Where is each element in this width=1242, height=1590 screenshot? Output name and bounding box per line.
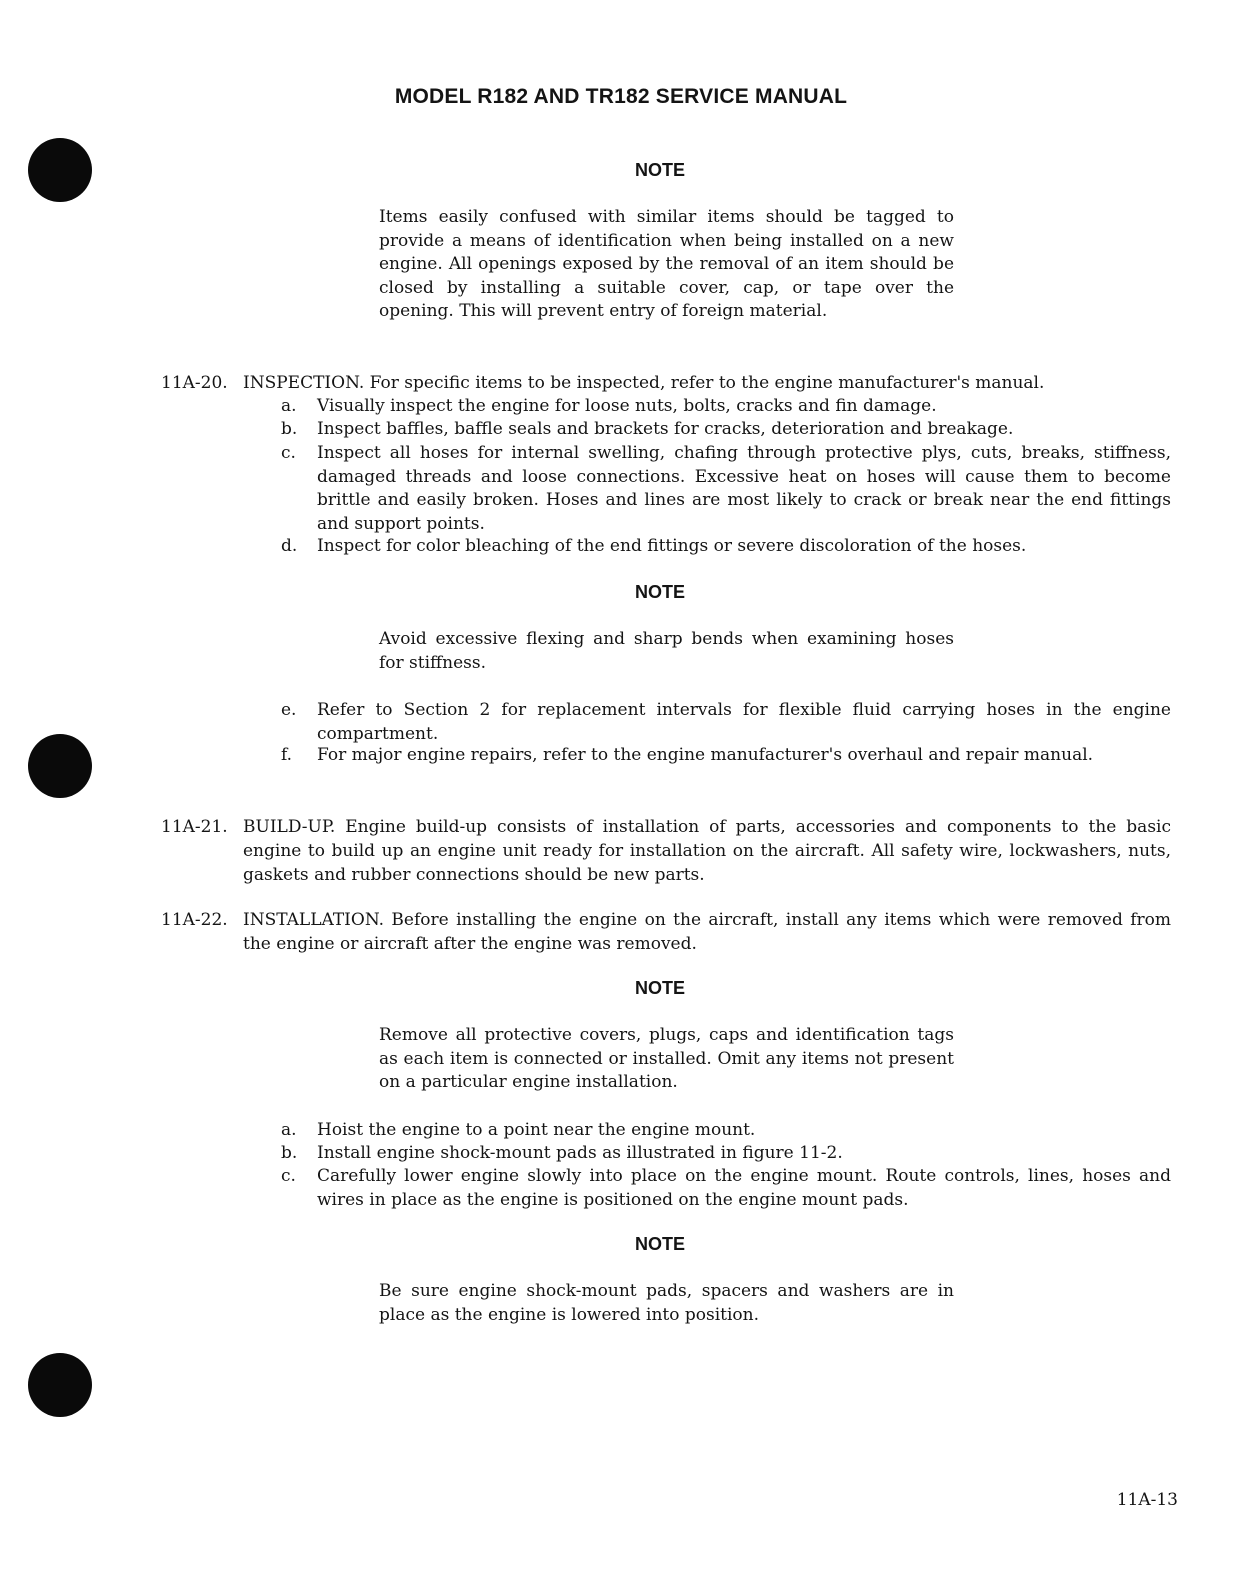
note-heading: NOTE <box>634 1234 685 1254</box>
list-item <box>281 442 1171 536</box>
item-letter: f. <box>281 745 293 765</box>
list-item <box>281 395 1171 419</box>
item-letter: c. <box>281 443 296 463</box>
note-text: Be sure engine shock-mount pads, spacers and washers are in place as the engine is lowered into position. <box>379 1281 954 1325</box>
item-letter: b. <box>281 1143 298 1163</box>
item-text: Inspect baffles, baffle seals and brackets for cracks, deterioration and breakage. <box>317 419 1014 439</box>
page-title: MODEL R182 AND TR182 SERVICE MANUAL <box>394 85 848 108</box>
section-number: 11A-22. <box>161 910 228 930</box>
binder-hole-bottom <box>28 1353 92 1417</box>
item-text: Carefully lower engine slowly into place on the engine mount. Route controls, lines, hoses and wires in place as the engine is positioned on the engine mount pads. <box>317 1166 1171 1210</box>
item-text: Install engine shock-mount pads as illustrated in figure 11-2. <box>317 1143 843 1163</box>
note-text: Avoid excessive flexing and sharp bends when examining hoses for stiffness. <box>379 629 954 673</box>
section-text: BUILD-UP. Engine build-up consists of installation of parts, accessories and components to the basic engine to build up an engine unit ready for installation on the aircraft. All safety wire, lockwashers, nuts, gaskets and rubber connections should be new parts. <box>243 817 1171 885</box>
item-letter: c. <box>281 1166 296 1186</box>
note-heading: NOTE <box>634 582 685 602</box>
section-number: 11A-21. <box>161 817 228 837</box>
item-letter: b. <box>281 419 298 439</box>
item-text: Hoist the engine to a point near the engine mount. <box>317 1120 756 1140</box>
item-text: For major engine repairs, refer to the engine manufacturer's overhaul and repair manual. <box>317 745 1094 765</box>
item-text: Inspect all hoses for internal swelling, chafing through protective plys, cuts, breaks, stiffness, damaged threads and loose connections. Excessive heat on hoses will cause them to become brittle and easily broken. Hoses and lines are most likely to crack or break near the end fittings and support points. <box>317 443 1171 534</box>
item-text: Inspect for color bleaching of the end fittings or severe discoloration of the hoses. <box>317 536 1027 556</box>
note-text: Remove all protective covers, plugs, caps and identification tags as each item is connected or installed. Omit any items not present on a particular engine installation. <box>379 1025 954 1092</box>
list-item <box>281 1119 1171 1143</box>
item-text: Visually inspect the engine for loose nuts, bolts, cracks and fin damage. <box>317 396 937 416</box>
section-number: 11A-20. <box>161 373 228 393</box>
note-text: Items easily confused with similar items should be tagged to provide a means of identification when being installed on a new engine. All openings exposed by the removal of an item should be closed by installing a suitable cover, cap, or tape over the opening. This will prevent entry of foreign material. <box>379 207 954 321</box>
section-installation <box>161 908 1171 956</box>
list-item <box>281 1142 1171 1166</box>
section-text: INSPECTION. For specific items to be inspected, refer to the engine manufacturer's manual. <box>243 373 1045 393</box>
item-letter: a. <box>281 396 297 416</box>
page-number: 11A-13 <box>1116 1490 1178 1510</box>
note-heading: NOTE <box>634 978 685 998</box>
list-item <box>281 1165 1171 1212</box>
item-letter: e. <box>281 700 297 720</box>
binder-hole-middle <box>28 734 92 798</box>
item-text: Refer to Section 2 for replacement intervals for flexible fluid carrying hoses in the engine compartment. <box>317 700 1171 744</box>
list-item <box>281 699 1171 746</box>
list-item <box>281 535 1171 559</box>
list-item <box>281 418 1171 442</box>
section-build-up <box>161 815 1171 887</box>
section-text: INSTALLATION. Before installing the engine on the aircraft, install any items which were removed from the engine or aircraft after the engine was removed. <box>243 910 1171 954</box>
list-item <box>281 744 1171 768</box>
section-inspection <box>161 371 1171 395</box>
item-letter: a. <box>281 1120 297 1140</box>
item-letter: d. <box>281 536 298 556</box>
note-heading: NOTE <box>634 160 685 180</box>
